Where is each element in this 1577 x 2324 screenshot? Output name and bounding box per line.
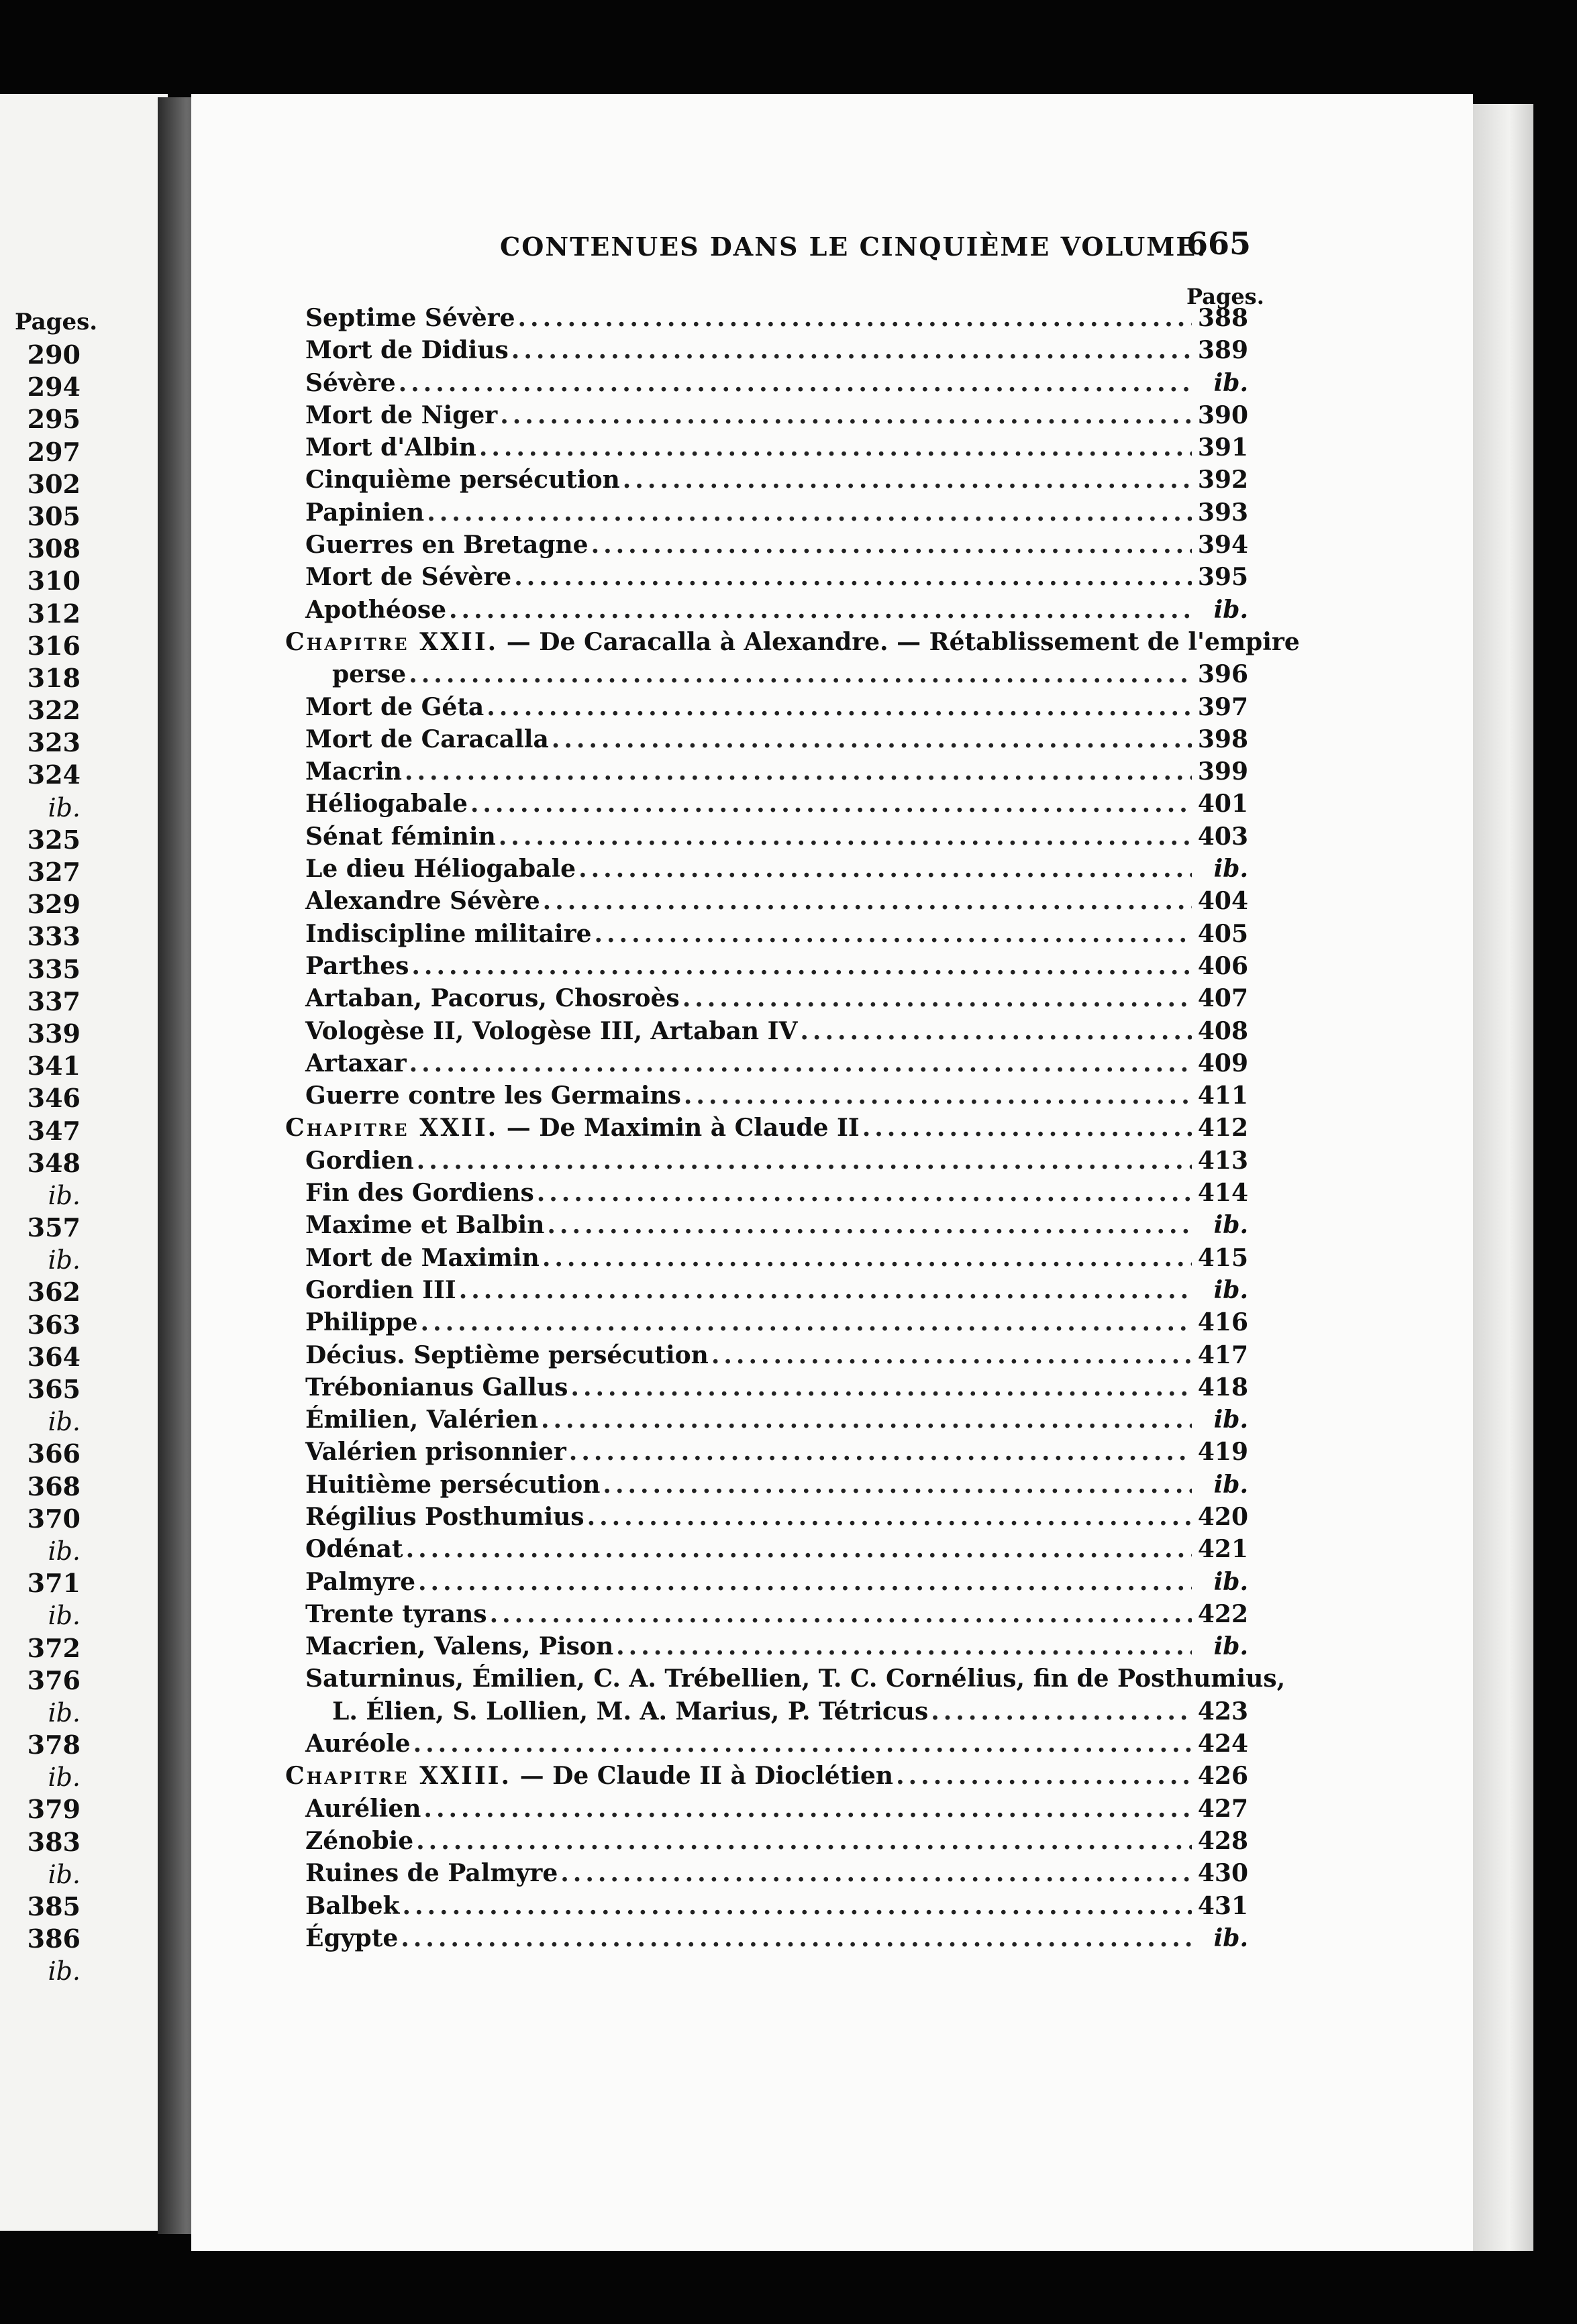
toc-entry — [305, 1890, 1248, 1922]
left-page-number: 368 — [27, 1471, 81, 1501]
toc-entry — [305, 853, 1248, 885]
toc-page-number: ib. — [1213, 1923, 1248, 1952]
toc-chapter-heading — [285, 1112, 1248, 1144]
dot-leader — [931, 1695, 1192, 1728]
toc-entry — [305, 821, 1248, 853]
left-page-number: ib. — [48, 1697, 81, 1728]
dot-leader — [616, 1630, 1192, 1662]
toc-entry-title: Apothéose — [305, 595, 447, 624]
toc-page-number: ib. — [1213, 368, 1248, 397]
toc-entry-title: Parthes — [305, 951, 409, 980]
toc-entry — [305, 1371, 1248, 1404]
toc-page-number: 404 — [1197, 887, 1248, 916]
left-page-number: 327 — [27, 857, 81, 887]
toc-entry-title: Mort de Sévère — [305, 563, 512, 592]
dot-leader — [449, 594, 1192, 626]
page-edge — [1473, 104, 1533, 2251]
dot-leader — [518, 302, 1192, 334]
dot-leader — [570, 1371, 1192, 1404]
left-page-number: ib. — [48, 1601, 81, 1631]
pages-column-label: Pages. — [1186, 284, 1264, 309]
toc-page-number: 412 — [1197, 1114, 1248, 1143]
toc-page-number: 407 — [1197, 984, 1248, 1013]
toc-entry — [305, 885, 1248, 917]
left-page-number: 316 — [27, 630, 81, 661]
left-page-number: ib. — [48, 1180, 81, 1210]
toc-entry-title: Héliogabale — [305, 790, 468, 818]
toc-entry — [305, 1047, 1248, 1079]
toc-entry — [305, 755, 1248, 788]
dot-leader — [603, 1469, 1192, 1501]
left-page-number: 372 — [27, 1632, 81, 1663]
dot-leader — [500, 399, 1192, 431]
toc-entry — [305, 1793, 1248, 1825]
toc-entry — [305, 1695, 1248, 1728]
toc-page-number: 421 — [1197, 1535, 1248, 1564]
left-page-number: 383 — [27, 1826, 81, 1857]
dot-leader — [684, 1079, 1192, 1112]
left-page-number: ib. — [48, 1762, 81, 1793]
toc-page-number: 430 — [1197, 1859, 1248, 1888]
left-page-number: ib. — [48, 1245, 81, 1275]
toc-entry — [305, 1339, 1248, 1371]
left-page-number: ib. — [48, 1536, 81, 1566]
toc-entry — [305, 1079, 1248, 1112]
toc-entry — [305, 1566, 1248, 1598]
toc-entry — [305, 788, 1248, 820]
toc-page-number: 424 — [1197, 1730, 1248, 1758]
toc-page-number: 419 — [1197, 1438, 1248, 1467]
toc-entry-title: Maxime et Balbin — [305, 1211, 545, 1240]
dot-leader — [542, 1242, 1192, 1274]
dot-leader — [405, 755, 1192, 788]
toc-entry-title: Guerres en Bretagne — [305, 531, 589, 560]
toc-entry-title: Zénobie — [305, 1826, 414, 1855]
toc-entry-title: Ruines de Palmyre — [305, 1859, 558, 1888]
toc-entry-title: Mort d'Albin — [305, 433, 476, 462]
toc-entry — [305, 561, 1248, 593]
left-page-number: 308 — [27, 533, 81, 564]
dot-leader — [406, 1533, 1192, 1565]
toc-page-number: 409 — [1197, 1049, 1248, 1077]
left-page-number: 385 — [27, 1891, 81, 1921]
toc-entry — [305, 431, 1248, 464]
toc-entry-title: Mort de Niger — [305, 401, 498, 429]
toc-entry-title: perse — [332, 660, 407, 689]
toc-page-number: 413 — [1197, 1146, 1248, 1175]
toc-entry — [305, 1857, 1248, 1889]
toc-chapter-heading — [285, 1760, 1248, 1792]
dot-leader — [552, 723, 1192, 755]
dot-leader — [418, 1566, 1192, 1598]
toc-page-number: ib. — [1213, 1275, 1248, 1304]
toc-page-number: 406 — [1197, 951, 1248, 980]
toc-page-number: ib. — [1213, 855, 1248, 884]
left-page-number: 362 — [27, 1277, 81, 1308]
dot-leader — [862, 1112, 1192, 1144]
chapter-title: — De Maximin à Claude II — [506, 1114, 860, 1143]
left-page-number: 341 — [27, 1051, 81, 1081]
left-page-number: 366 — [27, 1438, 81, 1469]
toc-entry — [305, 1533, 1248, 1565]
toc-page-number: 392 — [1197, 466, 1248, 494]
dot-leader — [587, 1501, 1192, 1533]
toc-entry — [305, 1306, 1248, 1338]
toc-entry — [305, 496, 1248, 529]
toc-entry-title: Guerre contre les Germains — [305, 1081, 681, 1110]
toc-entry-title: Gordien III — [305, 1275, 456, 1304]
toc-page-number: 398 — [1197, 725, 1248, 753]
dot-leader — [591, 529, 1192, 561]
dot-leader — [711, 1339, 1192, 1371]
toc-entry-title: Trente tyrans — [305, 1599, 487, 1628]
toc-entry — [305, 1404, 1248, 1436]
table-of-contents — [285, 302, 1300, 1954]
toc-entry-title: Aurélien — [305, 1794, 421, 1823]
left-page-number-column — [0, 339, 101, 1988]
toc-entry-title: Gordien — [305, 1146, 414, 1175]
left-page-number: 335 — [27, 953, 81, 984]
left-page-number: 379 — [27, 1794, 81, 1825]
toc-entry-title: Vologèse II, Vologèse III, Artaban IV — [305, 1016, 798, 1045]
toc-page-number: 418 — [1197, 1373, 1248, 1402]
toc-page-number: ib. — [1213, 1406, 1248, 1434]
toc-entry-title: Égypte — [305, 1923, 399, 1952]
toc-page-number: 401 — [1197, 790, 1248, 818]
left-page-number: 329 — [27, 889, 81, 920]
toc-entry-title: Mort de Caracalla — [305, 725, 549, 753]
toc-entry — [305, 1630, 1248, 1662]
toc-page-number: ib. — [1213, 1632, 1248, 1661]
toc-page-number: 414 — [1197, 1179, 1248, 1208]
dot-leader — [682, 982, 1192, 1014]
left-page-number: 386 — [27, 1923, 81, 1954]
toc-entry — [305, 1662, 1286, 1695]
left-page-number: 305 — [27, 500, 81, 531]
toc-entry-title: Mort de Didius — [305, 336, 509, 365]
toc-entry — [305, 399, 1248, 431]
left-page-number: 347 — [27, 1115, 81, 1146]
dot-leader — [487, 691, 1192, 723]
toc-page-number: 417 — [1197, 1340, 1248, 1369]
toc-page-number: 426 — [1197, 1762, 1248, 1791]
toc-entry-title: Sévère — [305, 368, 396, 397]
toc-page-number: ib. — [1213, 1211, 1248, 1240]
toc-page-number: 415 — [1197, 1243, 1248, 1272]
left-page-number: 348 — [27, 1147, 81, 1178]
toc-page-number: 388 — [1197, 304, 1248, 332]
toc-entry — [305, 1177, 1248, 1209]
toc-entry-title: Artaxar — [305, 1049, 407, 1077]
dot-leader — [413, 1728, 1192, 1760]
dot-leader — [459, 1274, 1192, 1306]
toc-chapter-heading — [285, 626, 1300, 658]
toc-page-number: 397 — [1197, 692, 1248, 721]
left-page-number: ib. — [48, 1859, 81, 1889]
dot-leader — [623, 464, 1192, 496]
toc-entry — [305, 1728, 1248, 1760]
chapter-title: — De Caracalla à Alexandre. — Rétablissement de l'empire — [506, 627, 1300, 656]
dot-leader — [470, 788, 1192, 820]
toc-entry-title: Sénat féminin — [305, 822, 496, 851]
toc-entry-title: Palmyre — [305, 1567, 415, 1596]
toc-page-number: 391 — [1197, 433, 1248, 462]
toc-page-number: 428 — [1197, 1826, 1248, 1855]
toc-page-number: 399 — [1197, 757, 1248, 786]
toc-page-number: 416 — [1197, 1308, 1248, 1337]
left-page-number: 318 — [27, 662, 81, 693]
toc-entry-title: Valérien prisonnier — [305, 1438, 566, 1467]
toc-page-number: 411 — [1197, 1081, 1248, 1110]
toc-entry — [305, 918, 1248, 950]
toc-page-number: 393 — [1197, 498, 1248, 527]
toc-page-number: ib. — [1213, 1567, 1248, 1596]
left-page-number: 371 — [27, 1568, 81, 1599]
toc-entry-title: Décius. Septième persécution — [305, 1340, 709, 1369]
chapter-number: Chapitre XXII. — [285, 627, 499, 656]
dot-leader — [569, 1436, 1192, 1468]
toc-entry-title: Balbek — [305, 1891, 400, 1920]
left-page-number: 365 — [27, 1374, 81, 1404]
dot-leader — [479, 431, 1192, 464]
toc-page-number: 403 — [1197, 822, 1248, 851]
left-page-number: 376 — [27, 1665, 81, 1695]
toc-entry-title: Trébonianus Gallus — [305, 1373, 568, 1402]
left-page-number: 333 — [27, 921, 81, 952]
toc-entry — [305, 723, 1248, 755]
toc-entry-title: Philippe — [305, 1308, 418, 1337]
toc-entry-title: Macrin — [305, 757, 402, 786]
chapter-title: — De Claude II à Dioclétien — [519, 1762, 894, 1791]
toc-entry — [305, 982, 1248, 1014]
dot-leader — [514, 561, 1192, 593]
dot-leader — [499, 821, 1192, 853]
toc-page-number: 405 — [1197, 919, 1248, 948]
toc-entry-title: Mort de Géta — [305, 692, 485, 721]
dot-leader — [402, 1890, 1192, 1922]
dot-leader — [409, 658, 1192, 690]
left-page-number: 378 — [27, 1730, 81, 1760]
dot-leader — [543, 885, 1192, 917]
toc-entry — [305, 658, 1248, 690]
page-number: 665 — [1186, 225, 1252, 262]
chapter-number: Chapitre XXII. — [285, 1114, 499, 1143]
toc-entry-title: L. Élien, S. Lollien, M. A. Marius, P. Tétricus — [332, 1697, 929, 1726]
toc-page-number: 420 — [1197, 1502, 1248, 1531]
toc-entry-title: Septime Sévère — [305, 304, 515, 332]
dot-leader — [800, 1015, 1192, 1047]
left-page-number: 370 — [27, 1503, 81, 1534]
toc-page-number: ib. — [1213, 595, 1248, 624]
left-page-number: 337 — [27, 986, 81, 1016]
left-page-number: 346 — [27, 1083, 81, 1114]
toc-page-number: 390 — [1197, 401, 1248, 429]
left-page-number: 363 — [27, 1309, 81, 1340]
toc-entry-title: Huitième persécution — [305, 1470, 601, 1499]
toc-entry — [305, 1825, 1248, 1857]
toc-page-number: 396 — [1197, 660, 1248, 689]
left-page-number: 294 — [27, 372, 81, 403]
left-page-number: ib. — [48, 792, 81, 823]
toc-entry — [305, 1274, 1248, 1306]
dot-leader — [541, 1404, 1192, 1436]
left-page-number: 302 — [27, 468, 81, 499]
toc-entry-title: Papinien — [305, 498, 425, 527]
dot-leader — [511, 334, 1192, 366]
toc-entry-title: Indiscipline militaire — [305, 919, 592, 948]
toc-page-number: 431 — [1197, 1891, 1248, 1920]
left-page-number: 357 — [27, 1212, 81, 1243]
toc-entry — [305, 1242, 1248, 1274]
toc-entry — [305, 367, 1248, 399]
toc-page-number: 395 — [1197, 563, 1248, 592]
left-page-number: 297 — [27, 436, 81, 467]
left-page-number: 325 — [27, 824, 81, 855]
dot-leader — [421, 1306, 1192, 1338]
toc-entry — [305, 529, 1248, 561]
dot-leader — [547, 1209, 1192, 1241]
dot-leader — [417, 1145, 1192, 1177]
chapter-number: Chapitre XXIII. — [285, 1762, 512, 1791]
dot-leader — [409, 1047, 1192, 1079]
toc-entry — [305, 1922, 1248, 1954]
running-head: CONTENUES DANS LE CINQUIÈME VOLUME. — [500, 231, 1207, 262]
left-page-number: 310 — [27, 566, 81, 596]
toc-entry-title: Émilien, Valérien — [305, 1406, 538, 1434]
left-pages-header: Pages. — [15, 309, 98, 335]
toc-entry — [305, 1436, 1248, 1468]
toc-entry-title: Fin des Gordiens — [305, 1179, 534, 1208]
toc-entry — [305, 1145, 1248, 1177]
toc-page-number: 389 — [1197, 336, 1248, 365]
toc-page-number: 427 — [1197, 1794, 1248, 1823]
dot-leader — [560, 1857, 1192, 1889]
toc-entry-title: Cinquième persécution — [305, 466, 620, 494]
left-page-number: ib. — [48, 1407, 81, 1437]
toc-entry-title: Régilius Posthumius — [305, 1502, 584, 1531]
dot-leader — [427, 496, 1192, 529]
dot-leader — [896, 1760, 1192, 1792]
toc-entry-title: Alexandre Sévère — [305, 887, 540, 916]
dot-leader — [416, 1825, 1192, 1857]
toc-entry — [305, 594, 1248, 626]
toc-entry-title: Saturninus, Émilien, C. A. Trébellien, T. C. Cornélius, fin de Posthumius, — [305, 1665, 1286, 1693]
left-page-number: 290 — [27, 339, 81, 370]
left-page-number: 323 — [27, 727, 81, 758]
toc-entry-title: Auréole — [305, 1730, 411, 1758]
left-page-number: 364 — [27, 1341, 81, 1372]
left-page-number: 312 — [27, 598, 81, 629]
dot-leader — [537, 1177, 1192, 1209]
toc-page-number: ib. — [1213, 1470, 1248, 1499]
toc-page-number: 408 — [1197, 1016, 1248, 1045]
toc-entry-title: Mort de Maximin — [305, 1243, 540, 1272]
toc-entry-title: Le dieu Héliogabale — [305, 855, 576, 884]
dot-leader — [401, 1922, 1192, 1954]
dot-leader — [399, 367, 1192, 399]
toc-entry — [305, 1469, 1248, 1501]
toc-entry — [305, 1501, 1248, 1533]
dot-leader — [490, 1598, 1192, 1630]
dot-leader — [423, 1793, 1192, 1825]
toc-entry — [305, 302, 1248, 334]
toc-entry — [305, 950, 1248, 982]
toc-entry — [305, 464, 1248, 496]
left-page-number: 295 — [27, 404, 81, 435]
left-page-number: 339 — [27, 1018, 81, 1049]
toc-entry-title: Odénat — [305, 1535, 403, 1564]
toc-entry — [305, 1598, 1248, 1630]
left-page-number: 322 — [27, 695, 81, 726]
toc-entry — [305, 334, 1248, 366]
toc-entry-title: Macrien, Valens, Pison — [305, 1632, 614, 1661]
dot-leader — [578, 853, 1192, 885]
left-page-number: 324 — [27, 759, 81, 790]
dot-leader — [594, 918, 1192, 950]
toc-entry-title: Artaban, Pacorus, Chosroès — [305, 984, 680, 1013]
toc-page-number: 423 — [1197, 1697, 1248, 1726]
toc-entry — [305, 1015, 1248, 1047]
toc-entry — [305, 691, 1248, 723]
toc-page-number: 394 — [1197, 531, 1248, 560]
dot-leader — [411, 950, 1192, 982]
left-page-number: ib. — [48, 1956, 81, 1987]
toc-entry — [305, 1209, 1248, 1241]
toc-page-number: 422 — [1197, 1599, 1248, 1628]
